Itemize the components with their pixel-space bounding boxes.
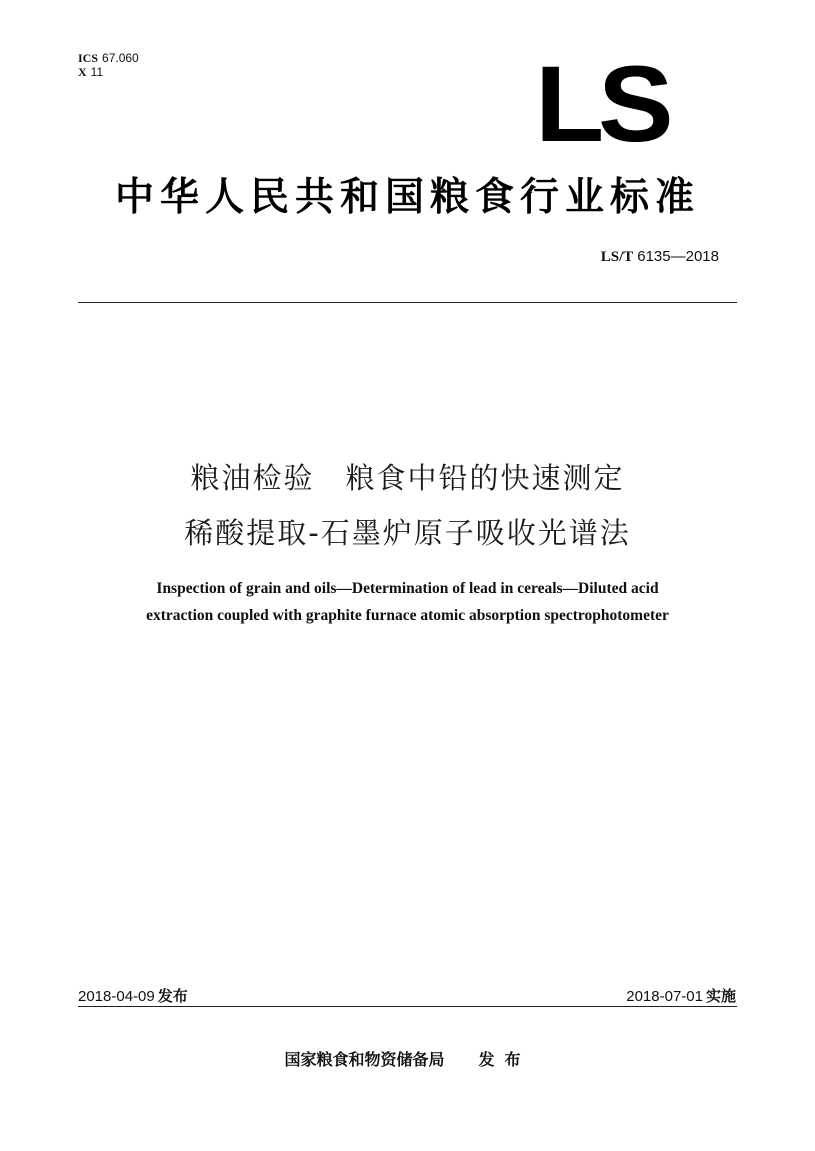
- ics-value: 67.060: [102, 51, 139, 65]
- ics-label: ICS: [78, 51, 99, 65]
- ccs-value: 11: [90, 65, 104, 79]
- footer-divider: [78, 1006, 737, 1007]
- issuer-name: 国家粮食和物资储备局: [284, 1050, 445, 1069]
- ccs-classification: [78, 66, 103, 79]
- implement-date-suffix: 实施: [705, 987, 736, 1005]
- industry-standard-title: 中华人民共和国粮食行业标准: [114, 175, 700, 220]
- standard-number-value: 6135—2018: [637, 248, 719, 265]
- issue-date-value: 2018-04-09: [78, 988, 155, 1005]
- issuer-action: 发布: [478, 1050, 531, 1069]
- issuer-line: [0, 1047, 815, 1070]
- implement-date-value: 2018-07-01: [626, 988, 703, 1005]
- title-cn-line-1: 粮油检验 粮食中铅的快速测定: [190, 461, 625, 495]
- issue-date-suffix: 发布: [157, 987, 188, 1005]
- ls-logo: LS: [535, 43, 668, 164]
- ccs-label: X: [78, 65, 87, 79]
- ics-classification: [78, 52, 139, 65]
- standard-number-prefix: LS/T: [600, 249, 634, 265]
- title-en-line-1: Inspection of grain and oils—Determination of lead in cereals—Diluted acid: [156, 580, 659, 597]
- title-cn-line-2: 稀酸提取-石墨炉原子吸收光谱法: [184, 516, 631, 550]
- implement-date: [626, 985, 736, 1006]
- title-en-line-2: extraction coupled with graphite furnace atomic absorption spectrophotometer: [146, 607, 669, 624]
- issue-date: [78, 985, 188, 1006]
- header-divider: [78, 302, 737, 303]
- standard-number: [601, 247, 719, 266]
